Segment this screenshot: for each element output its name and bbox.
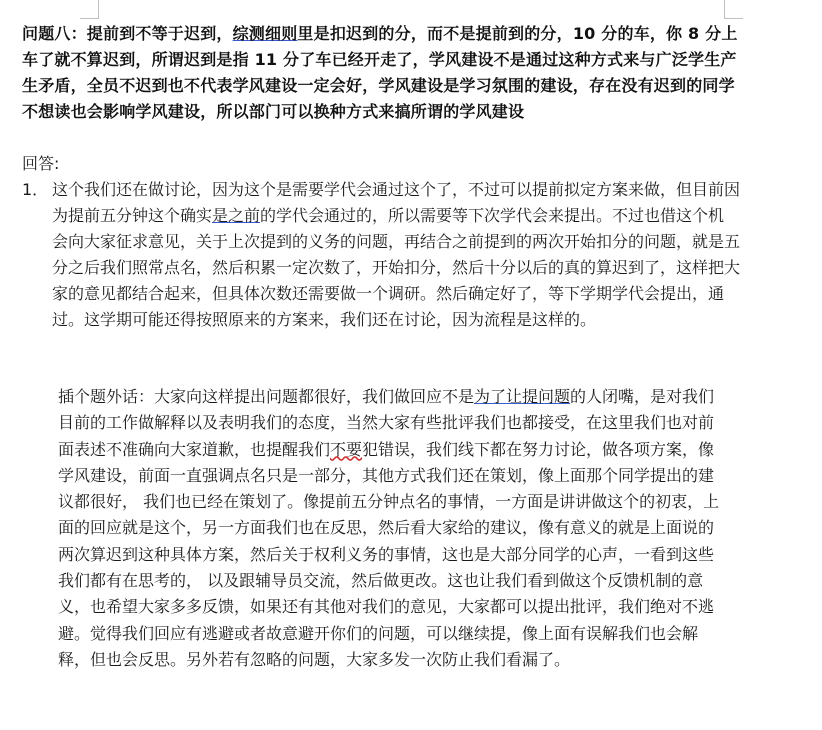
page-corner-mark-right (724, 0, 743, 19)
answer-p1-underlined: 是之前 (212, 206, 261, 225)
question-heading (22, 21, 742, 125)
answer-p2-spellcheck-mark: 不要 (330, 439, 363, 459)
answer-p2-underlined: 为了让提问题 (474, 387, 571, 406)
question-prefix: 问题八：提前到不等于迟到， (22, 24, 233, 43)
answer-label: 回答: (22, 154, 60, 173)
list-number: 1． (22, 180, 49, 199)
question-underlined-term: 综测细则 (232, 24, 298, 43)
answer-p2-part-a: 插个题外话：大家向这样提出问题都很好，我们做回应不是 (58, 387, 475, 406)
answer-paragraph-1 (52, 177, 740, 333)
answer-p1-part-a: 这个我们还在做讨论，因为这个是需要学代会通过这个了，不过可以提前拟定方案来做，但目前因为提前五分钟这个确实 (52, 180, 741, 225)
answer-p2-part-c: 犯错误，我们线下都在努力讨论，做各项方案，像学风建设，前面一直强调点名只是一部分，其他方式我们还在策划，像上面那个同学提出的建议都很好， 我们也已经在策划了。像提前五分钟点名的事情，一方面是讲讲做这个的初衷，上面的回应就是这个，另一方面我们也在反思，然后看大家给的建议，像有意义的就是上面说的两次算迟到这种具体方案，然后关于权利义务的事情，这也是大部分同学的心声，一看到这些我们都有在思考的， 以及跟辅导员交流，然后做更改。这也让我们看到做这个反馈机制的意义，也希望大家多多反馈，如果还有其他对我们的意见，大家都可以提出批评，我们绝对不逃避。觉得我们回应有逃避或者故意避开你们的问题，可以继续提，像上面有误解我们也会解释，但也会反思。另外若有忽略的问题，大家多发一次防止我们看漏了。 (58, 439, 720, 669)
page-corner-mark-left (80, 0, 99, 19)
question-body: 里是扣迟到的分，而不是提前到的分，10 分的车，你 8 分上车了就不算迟到，所谓迟到是指 11 分了车已经开走了，学风建设不是通过这种方式来与广泛学生产生矛盾，全员不迟到也不代表学风建设一定会好，学风建设是学习氛围的建设，存在没有迟到的同学不想读也会影响学风建设，所以部门可以换种方式来搞所谓的学风建设 (22, 24, 738, 121)
answer-p2-part-b: 的人闭嘴，是对我们目前的工作做解释以及表明我们的态度，当然大家有些批评我们也都接受，在这里我们也对前面表述不准确向大家道歉，也提醒我们 (58, 387, 715, 459)
answer-p1-part-b: 的学代会通过的，所以需要等下次学代会来提出。不过也借这个机会向大家征求意见，关于上次提到的义务的问题，再结合之前提到的两次开始扣分的问题，就是五分之后我们照常点名，然后积累一定次数了，开始扣分，然后十分以后的真的算迟到了，这样把大家的意见都结合起来，但具体次数还需要做一个调研。然后确定好了，等下学期学代会提出，通过。这学期可能还得按照原来的方案来，我们还在讨论，因为流程是这样的。 (52, 206, 741, 329)
answer-paragraph-2 (58, 384, 728, 673)
